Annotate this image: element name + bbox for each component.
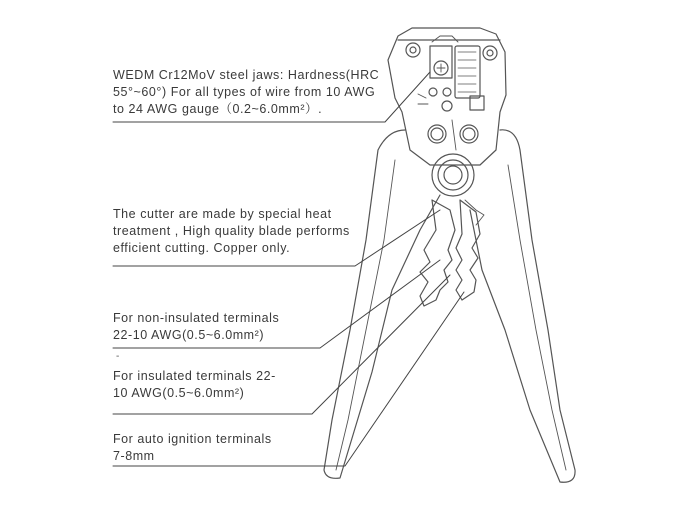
annotation-non-insulated-line-1: For non-insulated terminals (113, 311, 280, 325)
annotation-cutter-line-3: efficient cutting. Copper only. (113, 241, 291, 255)
annotation-auto-ignition-line-2: 7-8mm (113, 449, 155, 463)
tool-head (388, 28, 506, 165)
left-handle (324, 130, 440, 478)
annotation-insulated (113, 368, 276, 402)
annotation-jaws (113, 67, 379, 118)
annotation-insulated-line-1: For insulated terminals 22- (113, 369, 276, 383)
annotation-cutter-line-1: The cutter are made by special heat (113, 207, 332, 221)
annotation-non-insulated-line-2: 22-10 AWG(0.5~6.0mm²) (113, 328, 265, 342)
annotation-cutter-line-2: treatment , High quality blade performs (113, 224, 350, 238)
annotation-auto-ignition-line-1: For auto ignition terminals (113, 432, 272, 446)
separator-mark: - (116, 351, 120, 362)
annotation-jaws-line-2: 55°~60°) For all types of wire from 10 AWG (113, 85, 376, 99)
right-handle (470, 130, 575, 482)
crimp-jaws (420, 200, 484, 306)
annotation-jaws-line-1: WEDM Cr12MoV steel jaws: Hardness(HRC (113, 68, 380, 82)
annotation-cutter (113, 206, 350, 257)
annotation-non-insulated (113, 310, 279, 344)
pivot-bolt (432, 154, 474, 196)
leader-lines (113, 72, 464, 466)
annotation-auto-ignition (113, 431, 272, 465)
annotation-jaws-line-3: to 24 AWG gauge（0.2~6.0mm²）. (113, 102, 323, 116)
annotation-insulated-line-2: 10 AWG(0.5~6.0mm²) (113, 386, 245, 400)
